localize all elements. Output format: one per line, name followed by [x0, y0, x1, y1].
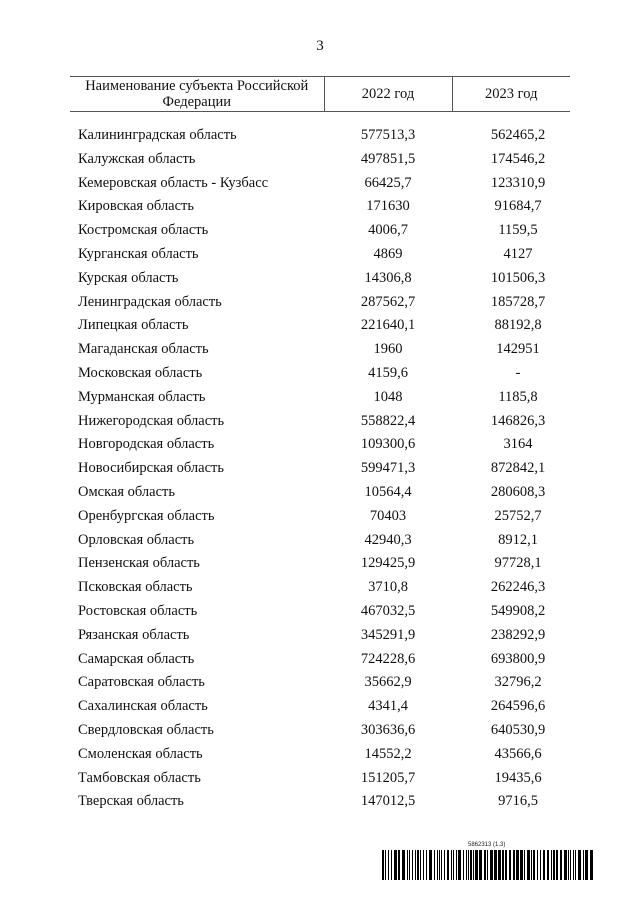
barcode-bar — [468, 850, 469, 880]
region-name-cell: Кировская область — [78, 198, 195, 215]
value-2023-cell: 174546,2 — [490, 150, 546, 167]
value-2023-cell: 1185,8 — [498, 388, 538, 405]
table-row — [70, 457, 570, 481]
value-2023-cell: 97728,1 — [494, 555, 542, 572]
barcode-bar — [553, 850, 555, 880]
value-2022-cell: 10564,4 — [364, 483, 412, 500]
region-name-cell: Новгородская область — [78, 436, 215, 453]
region-name-cell: Орловская область — [78, 531, 195, 548]
value-2023-cell: 88192,8 — [494, 317, 542, 334]
value-2023-cell: 123310,9 — [490, 174, 546, 191]
barcode-bar — [444, 850, 445, 880]
barcode-bar — [420, 850, 421, 880]
table-row — [70, 505, 570, 529]
barcode-bar — [463, 850, 464, 880]
header-year-2023: 2023 год — [452, 77, 570, 112]
barcode-bar — [394, 850, 397, 880]
value-2022-cell: 221640,1 — [360, 317, 416, 334]
value-2022-cell: 3710,8 — [368, 579, 408, 596]
value-2023-cell: 872842,1 — [490, 460, 546, 477]
barcode-bar — [441, 850, 442, 880]
table-body — [70, 112, 570, 815]
barcode-bar — [524, 850, 525, 880]
region-name-cell: Свердловская область — [78, 721, 214, 738]
barcode-bar — [537, 850, 538, 880]
value-2023-cell: 640530,9 — [490, 721, 546, 738]
value-2022-cell: 151205,7 — [360, 769, 416, 786]
table-row — [70, 481, 570, 505]
value-2023-cell: 264596,6 — [490, 698, 546, 715]
barcode-bar — [456, 850, 457, 880]
barcode-bar — [470, 850, 472, 880]
barcode-bar — [573, 850, 574, 880]
table-row — [70, 124, 570, 148]
table-row — [70, 767, 570, 791]
barcode-bar — [429, 850, 432, 880]
value-2022-cell: 109300,6 — [360, 436, 416, 453]
barcode-bar — [568, 850, 569, 880]
region-name-cell: Саратовская область — [78, 674, 205, 691]
value-2022-cell: 4006,7 — [368, 222, 408, 239]
region-name-cell: Курганская область — [78, 245, 199, 262]
region-name-cell: Новосибирская область — [78, 460, 224, 477]
barcode-bar — [502, 850, 504, 880]
table-row — [70, 362, 570, 386]
barcode-bar — [475, 850, 478, 880]
value-2023-cell: 8912,1 — [498, 531, 538, 548]
region-name-cell: Ростовская область — [78, 602, 198, 619]
table-row — [70, 552, 570, 576]
value-2022-cell: 4869 — [373, 245, 403, 262]
barcode-bar — [402, 850, 405, 880]
barcode-bar — [556, 850, 558, 880]
table-row — [70, 243, 570, 267]
table-row — [70, 529, 570, 553]
table-row — [70, 576, 570, 600]
barcode-bar — [578, 850, 581, 880]
barcode-bar — [434, 850, 435, 880]
region-name-cell: Смоленская область — [78, 745, 203, 762]
region-name-cell: Ленинградская область — [78, 293, 222, 310]
region-name-cell: Костромская область — [78, 222, 209, 239]
value-2022-cell: 14552,2 — [364, 745, 412, 762]
value-2022-cell: 1048 — [373, 388, 403, 405]
barcode-bar — [547, 850, 549, 880]
table-row — [70, 195, 570, 219]
barcode-bar — [570, 850, 571, 880]
value-2022-cell: 4341,4 — [368, 698, 408, 715]
value-2022-cell: 4159,6 — [368, 364, 408, 381]
region-name-cell: Сахалинская область — [78, 698, 208, 715]
region-name-cell: Пензенская область — [78, 555, 200, 572]
barcode-bar — [473, 850, 474, 880]
region-name-cell: Мурманская область — [78, 388, 206, 405]
region-name-cell: Магаданская область — [78, 341, 209, 358]
value-2022-cell: 14306,8 — [364, 269, 412, 286]
value-2023-cell: 19435,6 — [494, 769, 542, 786]
table-row — [70, 386, 570, 410]
region-name-cell: Курская область — [78, 269, 179, 286]
barcode-bar — [543, 850, 545, 880]
barcode-bar — [531, 850, 532, 880]
value-2023-cell: 1159,5 — [498, 222, 538, 239]
value-2023-cell: 262246,3 — [490, 579, 546, 596]
value-2023-cell: 562465,2 — [490, 127, 546, 143]
value-2022-cell: 129425,9 — [360, 555, 416, 572]
header-year-2022: 2022 год — [324, 77, 452, 112]
page-number: 3 — [316, 38, 324, 54]
barcode-bar — [479, 850, 482, 880]
table-row — [70, 314, 570, 338]
value-2023-cell: 549908,2 — [490, 602, 546, 619]
barcode-bar — [494, 850, 497, 880]
table-row — [70, 624, 570, 648]
barcode-number: 5862313 (1.3) — [468, 842, 506, 848]
barcode-bar — [564, 850, 567, 880]
region-name-cell: Псковская область — [78, 579, 193, 596]
barcode-bar — [490, 850, 493, 880]
barcode-bar — [415, 850, 416, 880]
value-2022-cell: 467032,5 — [360, 602, 416, 619]
barcode-bar — [391, 850, 392, 880]
region-name-cell: Оренбургская область — [78, 507, 215, 524]
region-name-cell: Самарская область — [78, 650, 195, 667]
value-2022-cell: 345291,9 — [360, 626, 416, 643]
header-spacer — [70, 112, 570, 125]
barcode-bar — [585, 850, 588, 880]
table-row — [70, 410, 570, 434]
value-2023-cell: 101506,3 — [490, 269, 546, 286]
value-2023-cell: 9716,5 — [498, 793, 538, 810]
value-2022-cell: 70403 — [369, 507, 407, 524]
barcode-bar — [551, 850, 552, 880]
barcode-bar — [520, 850, 523, 880]
value-2023-cell: 280608,3 — [490, 483, 546, 500]
region-name-cell: Тверская область — [78, 793, 184, 810]
value-2022-cell: 147012,5 — [360, 793, 416, 810]
barcode-bar — [575, 850, 576, 880]
barcode-bar — [382, 850, 384, 880]
table-row — [70, 291, 570, 315]
value-2022-cell: 66425,7 — [364, 174, 412, 191]
table-row — [70, 790, 570, 814]
value-2022-cell: 599471,3 — [360, 460, 416, 477]
barcode-bar — [590, 850, 593, 880]
barcode-bar — [498, 850, 501, 880]
value-2023-cell: 693800,9 — [490, 650, 546, 667]
value-2023-cell: 25752,7 — [494, 507, 542, 524]
barcode-bar — [458, 850, 461, 880]
region-name-cell: Калининградская область — [78, 127, 237, 143]
barcode-bar — [417, 850, 419, 880]
barcode-bar — [509, 850, 511, 880]
value-2022-cell: 171630 — [366, 198, 410, 215]
value-2023-cell: 4127 — [503, 245, 533, 262]
table-header-row — [70, 77, 570, 112]
barcode-bar — [533, 850, 535, 880]
barcode-bar — [423, 850, 424, 880]
region-name-cell: Липецкая область — [78, 317, 189, 334]
table-row — [70, 600, 570, 624]
table-row — [70, 172, 570, 196]
barcode-bar — [540, 850, 541, 880]
value-2023-cell: 32796,2 — [494, 674, 542, 691]
value-2022-cell: 558822,4 — [360, 412, 416, 429]
barcode-bar — [412, 850, 413, 880]
barcode-bar — [439, 850, 440, 880]
region-name-cell: Нижегородская область — [78, 412, 225, 429]
barcode-bar — [487, 850, 488, 880]
barcode-bar — [426, 850, 427, 880]
barcode-bar — [453, 850, 454, 880]
table-row — [70, 433, 570, 457]
barcode-bar — [398, 850, 400, 880]
value-2023-cell: 146826,3 — [490, 412, 546, 429]
region-name-cell: Калужская область — [78, 150, 196, 167]
value-2023-cell: 185728,7 — [490, 293, 546, 310]
table-row — [70, 719, 570, 743]
barcode-bar — [447, 850, 449, 880]
region-name-cell: Омская область — [78, 483, 175, 500]
table-row — [70, 219, 570, 243]
region-name-cell: Московская область — [78, 364, 203, 381]
barcode-bar — [484, 850, 486, 880]
barcode-bar — [527, 850, 530, 880]
value-2022-cell: 1960 — [373, 341, 403, 358]
barcode-bars — [382, 850, 594, 880]
value-2023-cell: 238292,9 — [490, 626, 546, 643]
table-row — [70, 743, 570, 767]
value-2022-cell: 42940,3 — [364, 531, 412, 548]
value-2023-cell: - — [515, 364, 521, 381]
table-row — [70, 695, 570, 719]
table-row — [70, 671, 570, 695]
barcode-bar — [437, 850, 438, 880]
region-name-cell: Кемеровская область - Кузбасс — [78, 174, 269, 191]
barcode-bar — [560, 850, 562, 880]
value-2023-cell: 3164 — [503, 436, 533, 453]
table-row — [70, 148, 570, 172]
barcode-bar — [451, 850, 452, 880]
barcode-bar — [409, 850, 410, 880]
value-2022-cell: 35662,9 — [364, 674, 412, 691]
barcode-bar — [583, 850, 584, 880]
value-2022-cell: 287562,7 — [360, 293, 416, 310]
barcode-bar — [513, 850, 515, 880]
value-2022-cell: 724228,6 — [360, 650, 416, 667]
barcode-bar — [466, 850, 467, 880]
table-row — [70, 338, 570, 362]
region-name-cell: Рязанская область — [78, 626, 190, 643]
barcode-bar — [385, 850, 386, 880]
barcode-bar — [407, 850, 408, 880]
header-region-name: Наименование субъекта Российской Федерации — [70, 77, 324, 112]
table-row — [70, 267, 570, 291]
value-2022-cell: 497851,5 — [360, 150, 416, 167]
value-2023-cell: 91684,7 — [494, 198, 542, 215]
barcode — [382, 842, 594, 882]
value-2022-cell: 303636,6 — [360, 721, 416, 738]
barcode-bar — [505, 850, 507, 880]
barcode-bar — [388, 850, 389, 880]
barcode-bar — [516, 850, 519, 880]
table-row — [70, 648, 570, 672]
region-name-cell: Тамбовская область — [78, 769, 201, 786]
value-2023-cell: 43566,6 — [494, 745, 542, 762]
value-2023-cell: 142951 — [496, 341, 540, 358]
value-2022-cell: 577513,3 — [360, 127, 416, 143]
regions-table — [70, 76, 570, 814]
